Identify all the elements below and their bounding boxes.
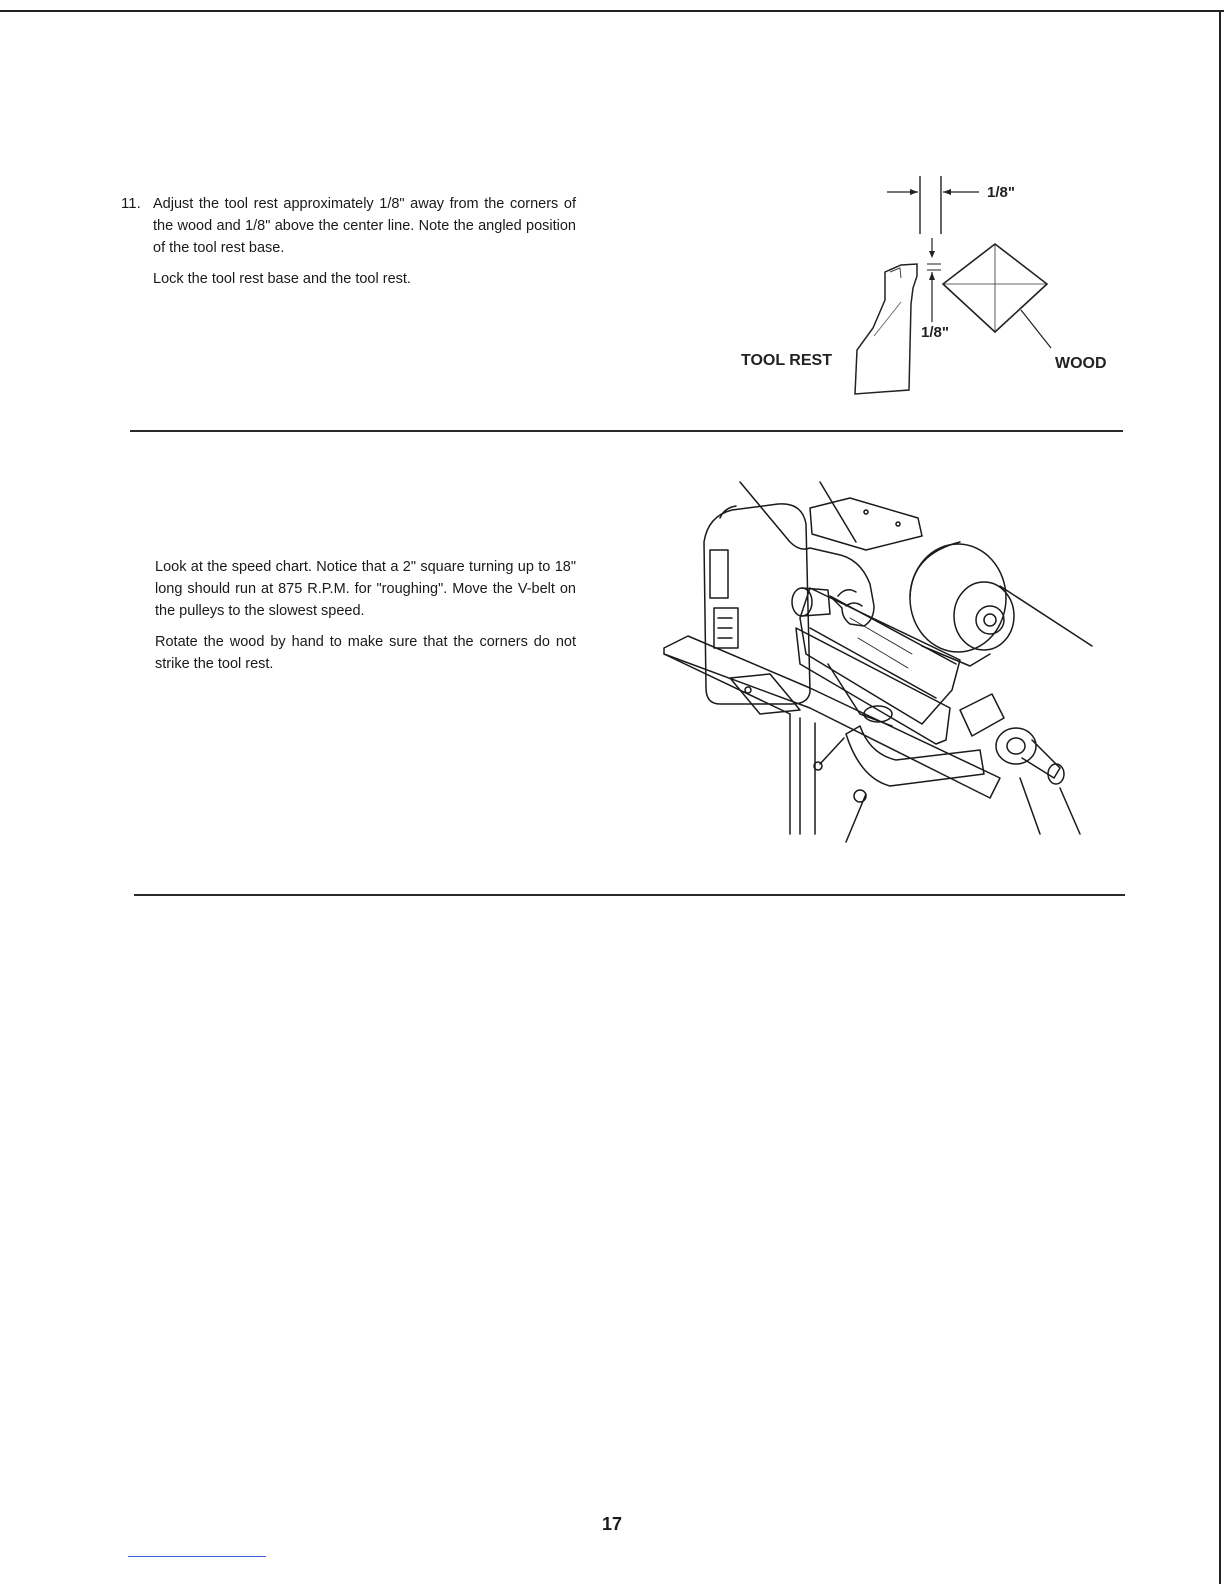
step-text — [153, 193, 576, 290]
guard-screw-1 — [864, 510, 868, 514]
guard-screw-2 — [896, 522, 900, 526]
label-wood: WOOD — [1055, 355, 1107, 372]
tool-rest-hatch — [874, 302, 901, 336]
motor-shaft-boss — [976, 606, 1004, 634]
wood-pointer-line — [1021, 310, 1051, 348]
tailstock-hub — [1007, 738, 1025, 754]
section-divider-2 — [134, 894, 1125, 896]
step-number: 11. — [121, 195, 141, 212]
wood-edge-2 — [810, 628, 936, 698]
spindle-shaft — [802, 588, 830, 616]
gap-arrowhead-left — [910, 189, 918, 195]
lock-knob-2 — [854, 790, 866, 802]
motor-end-cap — [954, 582, 1014, 650]
arm-line — [820, 482, 856, 542]
bench-edge — [664, 654, 790, 714]
tool-rest-diagram — [735, 172, 1115, 404]
tailstock-legs — [1020, 778, 1080, 834]
gap-arrowhead-right — [943, 189, 951, 195]
wood-blank — [800, 588, 960, 724]
tailstock-handwheel — [996, 728, 1036, 764]
step-11 — [121, 193, 576, 290]
step-paragraph-1: Adjust the tool rest approximately 1/8" away from the corners of the wood and 1/8" above the center line. Note the angled position of the tool rest base. — [153, 196, 576, 256]
belt-guard — [810, 498, 922, 550]
step-11-row — [121, 193, 576, 290]
page-frame-top — [0, 10, 1224, 12]
lathe-illustration — [660, 478, 1096, 850]
tool-rest-profile — [855, 264, 917, 394]
tool-rest-base — [846, 726, 984, 786]
lathe-tool-rest — [796, 628, 950, 744]
lock-handle-1 — [820, 738, 844, 764]
page-number: 17 — [601, 1514, 623, 1534]
step-paragraph-2: Lock the tool rest base and the tool rest. — [153, 271, 411, 287]
height-arrowhead-top — [929, 251, 935, 258]
section-divider-1 — [130, 430, 1123, 432]
tailstock-quill — [960, 694, 1004, 736]
label-tool-rest: TOOL REST — [741, 352, 832, 369]
tailstock-handle — [1022, 740, 1060, 778]
headstock-label-panel — [710, 550, 728, 598]
label-height: 1/8" — [921, 324, 949, 341]
speed-paragraph-2: Rotate the wood by hand to make sure that the corners do not strike the tool rest. — [155, 634, 576, 672]
page-frame-right — [1219, 10, 1221, 1584]
height-arrowhead-bottom — [929, 272, 935, 280]
motor-shaft — [984, 614, 996, 626]
wood-edge-1 — [830, 596, 956, 664]
base-bolt — [745, 687, 751, 693]
footer-mark — [128, 1556, 266, 1557]
speed-paragraph-1: Look at the speed chart. Notice that a 2" square turning up to 18" long should run at 875 R.P.M. for "roughing". Move the V-belt on the pulleys to the slowest speed. — [155, 559, 576, 619]
headstock-highlight — [720, 506, 736, 518]
speed-chart-instructions — [155, 556, 576, 675]
label-top-gap: 1/8" — [987, 184, 1015, 201]
